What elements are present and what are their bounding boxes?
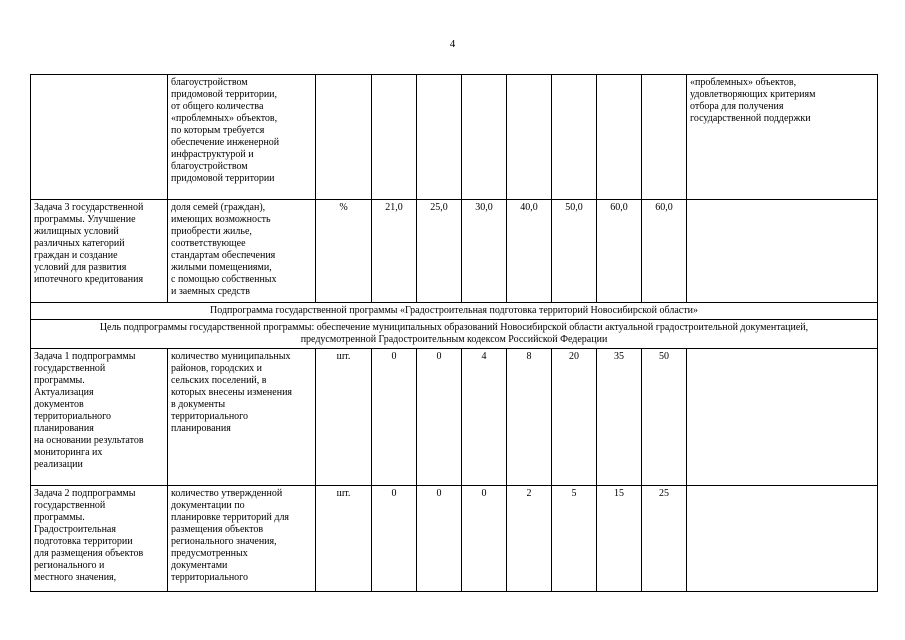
unit-cell: шт. <box>316 486 372 592</box>
unit-cell: шт. <box>316 349 372 486</box>
value-cell <box>462 75 507 200</box>
value-cell: 0 <box>417 486 462 592</box>
indicator-cell: благоустройством придомовой территории, от общего количества «проблемных» объектов, по которым требуется обеспечение инженерной инфраструктурой и благоустройством придомовой территории <box>168 75 316 200</box>
section-row <box>31 320 878 349</box>
table-row <box>31 75 878 200</box>
value-cell <box>372 75 417 200</box>
value-cell: 5 <box>552 486 597 592</box>
note-cell: «проблемных» объектов, удовлетворяющих критериям отбора для получения государственной поддержки <box>687 75 878 200</box>
section-heading-cell: Подпрограмма государственной программы «Градостроительная подготовка территорий Новосибирской области» <box>31 303 878 320</box>
value-cell: 20 <box>552 349 597 486</box>
task-cell: Задача 1 подпрограммы государственной программы. Актуализация документов территориального планирования на основании результатов мониторинга их реализации <box>31 349 168 486</box>
task-cell: Задача 2 подпрограммы государственной программы. Градостроительная подготовка территории для размещения объектов регионального и местного значения, <box>31 486 168 592</box>
value-cell <box>642 75 687 200</box>
value-cell: 60,0 <box>642 200 687 303</box>
task-cell: Задача 3 государственной программы. Улучшение жилищных условий различных категорий граждан и создание условий для развития ипотечного кредитования <box>31 200 168 303</box>
page-number: 4 <box>449 38 456 50</box>
value-cell: 30,0 <box>462 200 507 303</box>
indicator-cell: количество утвержденной документации по планировке территорий для размещения объектов регионального значения, предусмотренных документами территориального <box>168 486 316 592</box>
note-cell <box>687 349 878 486</box>
value-cell: 50,0 <box>552 200 597 303</box>
table-row <box>31 200 878 303</box>
value-cell <box>507 75 552 200</box>
note-cell <box>687 200 878 303</box>
indicator-cell: количество муниципальных районов, городских и сельских поселений, в которых внесены изменения в документы территориального планирования <box>168 349 316 486</box>
value-cell: 4 <box>462 349 507 486</box>
value-cell: 0 <box>372 486 417 592</box>
indicators-table <box>30 74 878 592</box>
unit-cell: % <box>316 200 372 303</box>
section-heading-cell: Цель подпрограммы государственной программы: обеспечение муниципальных образований Новосибирской области актуальной градостроительной документацией, предусмотренной Градостроительным кодексом Российской Федерации <box>31 320 878 349</box>
table-row <box>31 349 878 486</box>
value-cell: 21,0 <box>372 200 417 303</box>
value-cell <box>417 75 462 200</box>
value-cell <box>597 75 642 200</box>
indicator-cell: доля семей (граждан), имеющих возможность приобрести жилье, соответствующее стандартам обеспечения жилыми помещениями, с помощью собственных и заемных средств <box>168 200 316 303</box>
value-cell: 0 <box>417 349 462 486</box>
value-cell: 25,0 <box>417 200 462 303</box>
value-cell: 8 <box>507 349 552 486</box>
value-cell: 50 <box>642 349 687 486</box>
table-row <box>31 486 878 592</box>
value-cell: 15 <box>597 486 642 592</box>
value-cell: 35 <box>597 349 642 486</box>
section-row <box>31 303 878 320</box>
note-cell <box>687 486 878 592</box>
task-cell <box>31 75 168 200</box>
value-cell: 25 <box>642 486 687 592</box>
value-cell: 0 <box>462 486 507 592</box>
value-cell <box>552 75 597 200</box>
unit-cell <box>316 75 372 200</box>
value-cell: 40,0 <box>507 200 552 303</box>
value-cell: 0 <box>372 349 417 486</box>
table-body <box>31 75 878 592</box>
value-cell: 60,0 <box>597 200 642 303</box>
value-cell: 2 <box>507 486 552 592</box>
